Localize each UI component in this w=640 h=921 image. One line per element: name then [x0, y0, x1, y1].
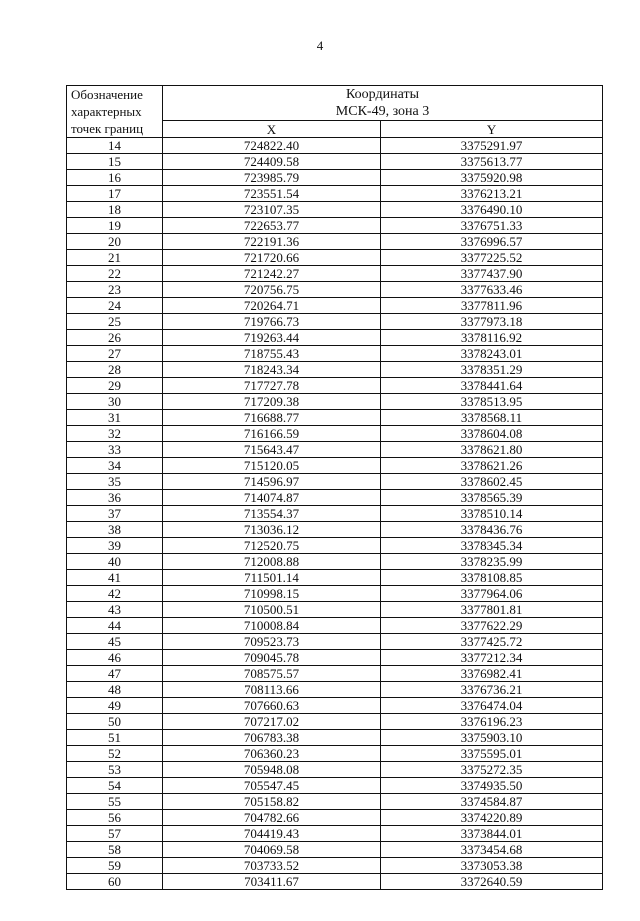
table-row: [67, 618, 603, 634]
x-coordinate-cell: 719263.44: [163, 330, 381, 346]
x-coordinate-cell: 710008.84: [163, 618, 381, 634]
x-coordinate-cell: 716688.77: [163, 410, 381, 426]
y-coordinate-cell: 3378436.76: [381, 522, 603, 538]
table-row: [67, 394, 603, 410]
point-header-line-1: Обозначение: [71, 87, 143, 102]
table-row: [67, 810, 603, 826]
table-row: [67, 554, 603, 570]
x-coordinate-cell: 709523.73: [163, 634, 381, 650]
point-id-cell: 59: [67, 858, 163, 874]
y-coordinate-cell: 3375291.97: [381, 138, 603, 154]
x-coordinate-cell: 719766.73: [163, 314, 381, 330]
table-body: [67, 138, 603, 890]
x-coordinate-cell: 703733.52: [163, 858, 381, 874]
y-coordinate-cell: 3377425.72: [381, 634, 603, 650]
y-coordinate-cell: 3374935.50: [381, 778, 603, 794]
point-id-cell: 42: [67, 586, 163, 602]
table-row: [67, 842, 603, 858]
x-coordinate-cell: 705948.08: [163, 762, 381, 778]
x-coordinate-cell: 713554.37: [163, 506, 381, 522]
point-id-cell: 48: [67, 682, 163, 698]
y-coordinate-cell: 3376982.41: [381, 666, 603, 682]
point-id-cell: 34: [67, 458, 163, 474]
y-coordinate-cell: 3376213.21: [381, 186, 603, 202]
table-row: [67, 138, 603, 154]
y-coordinate-cell: 3375920.98: [381, 170, 603, 186]
y-coordinate-cell: 3377622.29: [381, 618, 603, 634]
coordinates-group-header: [163, 86, 603, 121]
x-coordinate-cell: 723107.35: [163, 202, 381, 218]
point-id-cell: 52: [67, 746, 163, 762]
x-coordinate-cell: 724409.58: [163, 154, 381, 170]
coordinates-header-line-1: Координаты: [346, 87, 419, 102]
y-coordinate-cell: 3373053.38: [381, 858, 603, 874]
y-coordinate-cell: 3378108.85: [381, 570, 603, 586]
table-row: [67, 266, 603, 282]
point-id-cell: 41: [67, 570, 163, 586]
y-column-header: Y: [381, 121, 603, 138]
y-coordinate-cell: 3378565.39: [381, 490, 603, 506]
x-coordinate-cell: 720264.71: [163, 298, 381, 314]
point-id-cell: 26: [67, 330, 163, 346]
x-column-header: X: [163, 121, 381, 138]
table-row: [67, 570, 603, 586]
point-id-cell: 57: [67, 826, 163, 842]
y-coordinate-cell: 3376996.57: [381, 234, 603, 250]
point-header-line-3: точек границ: [71, 121, 144, 136]
point-id-cell: 31: [67, 410, 163, 426]
table-row: [67, 362, 603, 378]
point-id-cell: 16: [67, 170, 163, 186]
point-id-cell: 15: [67, 154, 163, 170]
x-coordinate-cell: 723551.54: [163, 186, 381, 202]
y-coordinate-cell: 3378345.34: [381, 538, 603, 554]
point-id-cell: 60: [67, 874, 163, 890]
y-coordinate-cell: 3378441.64: [381, 378, 603, 394]
table-row: [67, 666, 603, 682]
y-coordinate-cell: 3377811.96: [381, 298, 603, 314]
y-coordinate-cell: 3377437.90: [381, 266, 603, 282]
table-row: [67, 714, 603, 730]
y-coordinate-cell: 3377801.81: [381, 602, 603, 618]
point-id-cell: 36: [67, 490, 163, 506]
y-coordinate-cell: 3377225.52: [381, 250, 603, 266]
coordinates-table: [66, 85, 603, 890]
table-row: [67, 218, 603, 234]
x-coordinate-cell: 709045.78: [163, 650, 381, 666]
x-coordinate-cell: 724822.40: [163, 138, 381, 154]
table-row: [67, 682, 603, 698]
point-id-cell: 43: [67, 602, 163, 618]
y-coordinate-cell: 3376474.04: [381, 698, 603, 714]
table-row: [67, 346, 603, 362]
table-row: [67, 874, 603, 890]
point-id-cell: 28: [67, 362, 163, 378]
x-coordinate-cell: 723985.79: [163, 170, 381, 186]
point-id-cell: 51: [67, 730, 163, 746]
table-row: [67, 778, 603, 794]
table-row: [67, 378, 603, 394]
x-coordinate-cell: 705547.45: [163, 778, 381, 794]
x-coordinate-cell: 705158.82: [163, 794, 381, 810]
point-id-cell: 49: [67, 698, 163, 714]
table-row: [67, 586, 603, 602]
table-row: [67, 794, 603, 810]
point-id-cell: 23: [67, 282, 163, 298]
x-coordinate-cell: 715643.47: [163, 442, 381, 458]
point-id-cell: 18: [67, 202, 163, 218]
table-row: [67, 746, 603, 762]
y-coordinate-cell: 3378604.08: [381, 426, 603, 442]
x-coordinate-cell: 710500.51: [163, 602, 381, 618]
x-coordinate-cell: 708575.57: [163, 666, 381, 682]
x-coordinate-cell: 717209.38: [163, 394, 381, 410]
table-row: [67, 650, 603, 666]
point-id-cell: 37: [67, 506, 163, 522]
point-id-cell: 53: [67, 762, 163, 778]
point-id-cell: 32: [67, 426, 163, 442]
point-id-cell: 24: [67, 298, 163, 314]
x-coordinate-cell: 707217.02: [163, 714, 381, 730]
point-id-cell: 19: [67, 218, 163, 234]
x-coordinate-cell: 707660.63: [163, 698, 381, 714]
y-coordinate-cell: 3375903.10: [381, 730, 603, 746]
point-id-cell: 30: [67, 394, 163, 410]
x-coordinate-cell: 704782.66: [163, 810, 381, 826]
y-coordinate-cell: 3374220.89: [381, 810, 603, 826]
table-row: [67, 186, 603, 202]
point-id-cell: 33: [67, 442, 163, 458]
table-row: [67, 826, 603, 842]
table-row: [67, 602, 603, 618]
y-coordinate-cell: 3378621.80: [381, 442, 603, 458]
y-coordinate-cell: 3378621.26: [381, 458, 603, 474]
table-row: [67, 490, 603, 506]
point-id-cell: 29: [67, 378, 163, 394]
point-id-cell: 45: [67, 634, 163, 650]
point-id-cell: 55: [67, 794, 163, 810]
x-coordinate-cell: 703411.67: [163, 874, 381, 890]
point-id-cell: 44: [67, 618, 163, 634]
y-coordinate-cell: 3372640.59: [381, 874, 603, 890]
y-coordinate-cell: 3376490.10: [381, 202, 603, 218]
x-coordinate-cell: 717727.78: [163, 378, 381, 394]
x-coordinate-cell: 712008.88: [163, 554, 381, 570]
point-id-cell: 46: [67, 650, 163, 666]
table-row: [67, 314, 603, 330]
point-id-cell: 21: [67, 250, 163, 266]
table-row: [67, 538, 603, 554]
x-coordinate-cell: 718243.34: [163, 362, 381, 378]
table-row: [67, 426, 603, 442]
point-id-cell: 35: [67, 474, 163, 490]
table-row: [67, 506, 603, 522]
x-coordinate-cell: 722653.77: [163, 218, 381, 234]
point-id-cell: 58: [67, 842, 163, 858]
table-header: [67, 86, 603, 138]
table-row: [67, 858, 603, 874]
table-row: [67, 202, 603, 218]
coordinates-header-line-2: МСК-49, зона 3: [335, 104, 430, 119]
table-row: [67, 410, 603, 426]
y-coordinate-cell: 3377964.06: [381, 586, 603, 602]
y-coordinate-cell: 3374584.87: [381, 794, 603, 810]
y-coordinate-cell: 3373454.68: [381, 842, 603, 858]
x-coordinate-cell: 720756.75: [163, 282, 381, 298]
table-row: [67, 634, 603, 650]
table-row: [67, 474, 603, 490]
x-coordinate-cell: 714596.97: [163, 474, 381, 490]
x-coordinate-cell: 706783.38: [163, 730, 381, 746]
table-row: [67, 698, 603, 714]
x-coordinate-cell: 708113.66: [163, 682, 381, 698]
y-coordinate-cell: 3375272.35: [381, 762, 603, 778]
table-row: [67, 330, 603, 346]
table-row: [67, 522, 603, 538]
x-coordinate-cell: 704069.58: [163, 842, 381, 858]
x-coordinate-cell: 713036.12: [163, 522, 381, 538]
y-coordinate-cell: 3378513.95: [381, 394, 603, 410]
table-row: [67, 282, 603, 298]
x-coordinate-cell: 721720.66: [163, 250, 381, 266]
point-id-cell: 47: [67, 666, 163, 682]
table-row: [67, 442, 603, 458]
point-id-cell: 56: [67, 810, 163, 826]
y-coordinate-cell: 3377633.46: [381, 282, 603, 298]
x-coordinate-cell: 716166.59: [163, 426, 381, 442]
x-coordinate-cell: 710998.15: [163, 586, 381, 602]
x-coordinate-cell: 712520.75: [163, 538, 381, 554]
y-coordinate-cell: 3375613.77: [381, 154, 603, 170]
point-id-cell: 54: [67, 778, 163, 794]
x-coordinate-cell: 715120.05: [163, 458, 381, 474]
point-id-cell: 14: [67, 138, 163, 154]
y-coordinate-cell: 3378602.45: [381, 474, 603, 490]
table-row: [67, 298, 603, 314]
y-coordinate-cell: 3375595.01: [381, 746, 603, 762]
y-coordinate-cell: 3373844.01: [381, 826, 603, 842]
x-coordinate-cell: 704419.43: [163, 826, 381, 842]
point-id-cell: 39: [67, 538, 163, 554]
table-row: [67, 170, 603, 186]
point-column-header: [67, 86, 163, 138]
x-coordinate-cell: 722191.36: [163, 234, 381, 250]
point-id-cell: 40: [67, 554, 163, 570]
table-row: [67, 762, 603, 778]
table-row: [67, 730, 603, 746]
y-coordinate-cell: 3378510.14: [381, 506, 603, 522]
y-coordinate-cell: 3377973.18: [381, 314, 603, 330]
y-coordinate-cell: 3377212.34: [381, 650, 603, 666]
point-id-cell: 22: [67, 266, 163, 282]
table-row: [67, 234, 603, 250]
y-coordinate-cell: 3376751.33: [381, 218, 603, 234]
page-number: 4: [316, 38, 324, 53]
x-coordinate-cell: 711501.14: [163, 570, 381, 586]
x-coordinate-cell: 718755.43: [163, 346, 381, 362]
y-coordinate-cell: 3378243.01: [381, 346, 603, 362]
y-coordinate-cell: 3376196.23: [381, 714, 603, 730]
point-id-cell: 38: [67, 522, 163, 538]
point-header-line-2: характерных: [71, 104, 142, 119]
x-coordinate-cell: 721242.27: [163, 266, 381, 282]
x-coordinate-cell: 706360.23: [163, 746, 381, 762]
y-coordinate-cell: 3378568.11: [381, 410, 603, 426]
table-row: [67, 154, 603, 170]
point-id-cell: 20: [67, 234, 163, 250]
point-id-cell: 17: [67, 186, 163, 202]
table-row: [67, 458, 603, 474]
y-coordinate-cell: 3378235.99: [381, 554, 603, 570]
point-id-cell: 25: [67, 314, 163, 330]
point-id-cell: 50: [67, 714, 163, 730]
table-row: [67, 250, 603, 266]
y-coordinate-cell: 3378116.92: [381, 330, 603, 346]
x-coordinate-cell: 714074.87: [163, 490, 381, 506]
y-coordinate-cell: 3378351.29: [381, 362, 603, 378]
point-id-cell: 27: [67, 346, 163, 362]
y-coordinate-cell: 3376736.21: [381, 682, 603, 698]
